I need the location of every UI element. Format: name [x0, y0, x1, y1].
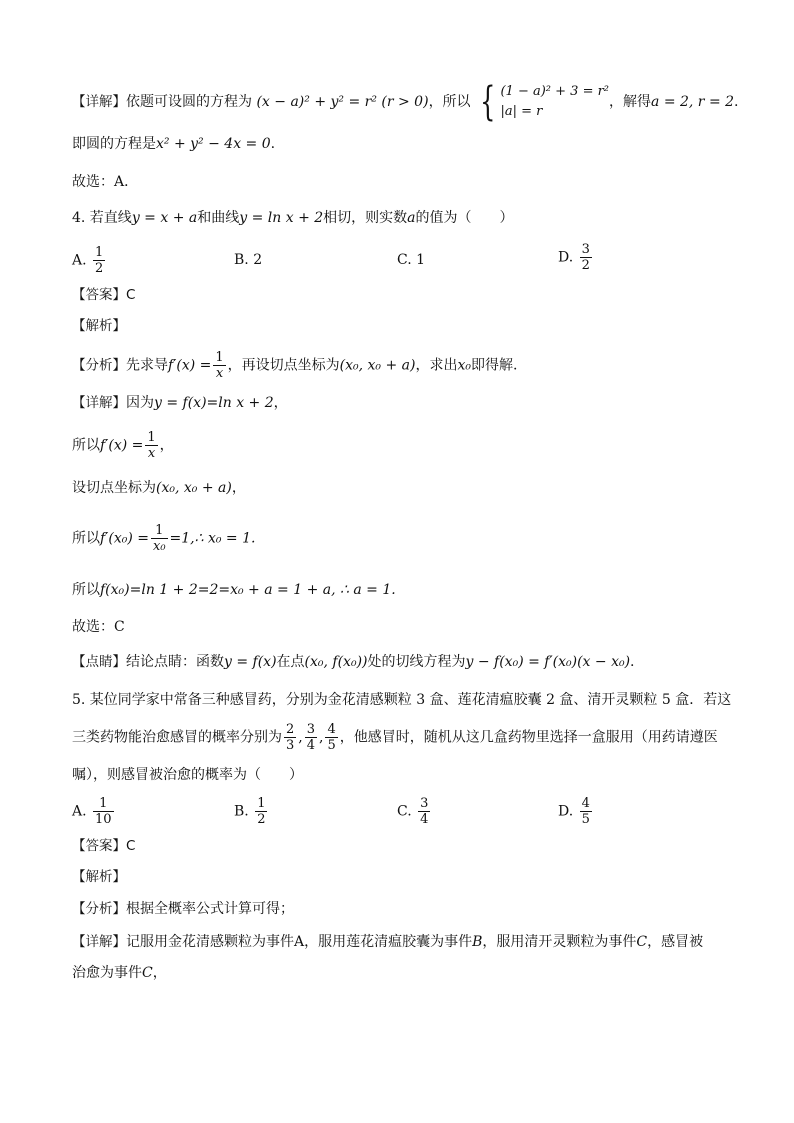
fraction: [580, 242, 592, 273]
option-label: D.: [558, 803, 574, 820]
text: 记服用金花清感颗粒为事件: [126, 934, 294, 950]
fraction: [93, 245, 105, 276]
question-5-line-2: 三类药物能治愈感冒的概率分别为 $\frac{2}{3}$ , $\frac{3}{4}$ , $\frac{4}{5}$ ，他感冒时，随机从这几盒药物里选择一盒服用（用药请遵医: [72, 722, 718, 753]
derivative: f′(x) =: [100, 437, 144, 454]
choice-line-4: 故选：C: [72, 619, 125, 635]
detail-5-line-2: [72, 963, 167, 983]
numerator: 3: [581, 242, 590, 257]
comma: ，: [152, 965, 167, 981]
analysis-4-heading: 【解析】: [72, 318, 126, 334]
comma: ，: [159, 437, 174, 454]
text: 治愈为事件: [72, 965, 142, 981]
result: =1,∴ x₀ = 1.: [169, 530, 256, 547]
derivative: f′(x) =: [168, 357, 212, 374]
fraction: [93, 796, 114, 827]
question-4: [72, 208, 514, 228]
text: 所以: [72, 582, 100, 598]
analysis-4-line: [72, 350, 517, 381]
system-brace: {: [480, 79, 496, 125]
numerator: 1: [215, 350, 224, 365]
question-5-line-3: 嘱），则感冒被治愈的概率为（ ）: [72, 767, 303, 783]
q5-option-b: [234, 796, 269, 827]
question-text: 和曲线: [197, 210, 240, 226]
fraction: [213, 350, 225, 381]
text: 因为: [126, 395, 154, 411]
denominator: 2: [95, 261, 104, 276]
detail-4-line: [72, 393, 288, 413]
numerator: 2: [286, 722, 295, 737]
numerator: 4: [327, 722, 336, 737]
period: .: [630, 654, 635, 670]
detail-text: ，所以: [428, 94, 471, 110]
q4-option-c: [397, 250, 425, 270]
choice-line: [72, 172, 138, 192]
numerator: 4: [581, 796, 590, 811]
tangent-equation: y − f(x₀) = f′(x₀)(x − x₀): [465, 654, 631, 670]
step-4: [72, 580, 396, 600]
event-cured: C: [142, 965, 153, 981]
numerator: 1: [151, 523, 168, 539]
denominator: x: [215, 366, 224, 381]
comma: ，: [273, 395, 288, 411]
event-c: C: [636, 934, 648, 950]
numerator: 1: [147, 430, 156, 445]
text: 即得解.: [471, 357, 518, 374]
event-b: B: [472, 934, 483, 950]
text: 处的切线方程为: [367, 654, 466, 670]
denominator: 10: [95, 812, 112, 827]
question-text: 4. 若直线: [72, 210, 132, 226]
curve-equation: y = ln x + 2: [239, 210, 324, 226]
option-label: C.: [397, 803, 412, 820]
tangent-point: (x₀, x₀ + a): [156, 480, 232, 496]
numerator: 1: [257, 796, 266, 811]
numerator: 1: [95, 245, 104, 260]
option-label: C. 1: [397, 252, 426, 268]
fraction: [284, 722, 296, 753]
denominator: 5: [327, 738, 336, 753]
option-label: A.: [72, 252, 87, 269]
event-a: A: [294, 934, 305, 950]
variable: a: [407, 210, 416, 226]
fraction: [255, 796, 267, 827]
denominator: 3: [286, 738, 295, 753]
text: 先求导: [126, 357, 168, 374]
step-2: [72, 478, 246, 498]
question-5-line-1: 5. 某位同学家中常备三种感冒药，分别为金花清感颗粒 3 盒、莲花清瘟胶囊 2 盒、清开灵颗粒 5 盒．若这: [72, 692, 732, 708]
denominator: 2: [581, 258, 590, 273]
answer-5: 【答案】C: [72, 838, 136, 854]
question-text: 的值为（ ）: [415, 210, 514, 226]
note-line: [72, 652, 635, 672]
question-text: 相切，则实数: [323, 210, 408, 226]
denominator: 4: [306, 738, 316, 753]
system-eq-2: |a| = r: [500, 104, 543, 119]
tangent-point: (x₀, x₀ + a): [339, 357, 416, 374]
final-circle-equation: x² + y² − 4x = 0: [156, 136, 271, 152]
function-def: y = f(x)=ln x + 2: [154, 395, 274, 411]
text: ，服用莲花清瘟胶囊为事件: [304, 934, 473, 950]
fraction: [145, 430, 157, 461]
denominator: x: [147, 446, 156, 461]
denominator: 2: [257, 812, 266, 827]
numerator: 3: [420, 796, 429, 811]
q5-option-a: [72, 796, 116, 827]
text: 即圆的方程是: [72, 136, 156, 152]
text: 设切点坐标为: [72, 480, 156, 496]
line-equation: y = x + a: [131, 210, 198, 226]
text: ，他感冒时，随机从这几盒药物里选择一盒服用（用药请遵医: [339, 729, 718, 746]
text: 结论点睛：函数: [126, 654, 224, 670]
text: ，服用清开灵颗粒为事件: [482, 934, 637, 950]
equation-system: [500, 82, 609, 122]
answer-4: 【答案】C: [72, 287, 136, 303]
fraction: [418, 796, 430, 827]
fraction: [580, 796, 592, 827]
period: .: [270, 136, 276, 152]
circle-equation: (x − a)² + y² = r² (r > 0): [256, 94, 429, 110]
analysis-5-heading: 【解析】: [72, 869, 126, 885]
q4-option-d: [558, 242, 594, 273]
text: 所以: [72, 437, 100, 454]
solution-detail-line: [72, 79, 739, 125]
result-equation: a = 2, r = 2: [651, 94, 735, 110]
text: 根据全概率公式计算可得；: [126, 901, 294, 917]
denominator: 4: [420, 812, 429, 827]
q4-option-a: [72, 245, 107, 276]
text: ，再设切点坐标为: [227, 357, 340, 374]
detail-tag: 【详解】: [72, 395, 126, 411]
option-label: D.: [558, 249, 574, 266]
fraction: [305, 722, 317, 753]
step-3: [72, 523, 255, 554]
detail-5-line-1: [72, 932, 703, 952]
step-1: [72, 430, 174, 461]
detail-text: ，解得: [609, 94, 652, 110]
option-label: B.: [234, 803, 249, 820]
equation: f(x₀)=ln 1 + 2=2=x₀ + a = 1 + a, ∴ a = 1.: [100, 582, 396, 598]
note-tag: 【点睛】: [72, 654, 126, 670]
detail-tag: 【详解】: [72, 934, 126, 950]
point: (x₀, f(x₀)): [304, 654, 368, 670]
detail-tag: 【详解】: [72, 94, 126, 110]
text: 三类药物能治愈感冒的概率分别为: [72, 729, 282, 746]
text: 在点: [276, 654, 305, 670]
period: .: [734, 94, 739, 110]
q4-option-b: [234, 250, 262, 270]
denominator: x₀: [152, 539, 166, 554]
text: ，感冒被: [647, 934, 704, 950]
detail-text: 依题可设圆的方程为: [126, 94, 252, 110]
analysis-tag: 【分析】: [72, 901, 126, 917]
variable: x₀: [457, 357, 471, 374]
option-label: B. 2: [234, 252, 263, 268]
fraction: [325, 722, 337, 753]
text: 所以: [72, 530, 100, 547]
analysis-5-line: [72, 899, 294, 919]
text: ，求出: [415, 357, 458, 374]
q5-option-c: [397, 796, 432, 827]
function: y = f(x): [224, 654, 277, 670]
option-label: A.: [72, 803, 87, 820]
numerator: 1: [93, 796, 114, 812]
text: 故选：A．: [72, 174, 139, 190]
denominator: 5: [581, 812, 590, 827]
comma: ，: [231, 480, 246, 496]
fraction: [151, 523, 168, 554]
system-eq-1: (1 − a)² + 3 = r²: [500, 84, 610, 99]
derivative: f′(x₀) =: [100, 530, 149, 547]
numerator: 3: [306, 722, 316, 737]
analysis-tag: 【分析】: [72, 357, 126, 374]
circle-equation-line: [72, 134, 275, 154]
q5-option-d: [558, 796, 594, 827]
